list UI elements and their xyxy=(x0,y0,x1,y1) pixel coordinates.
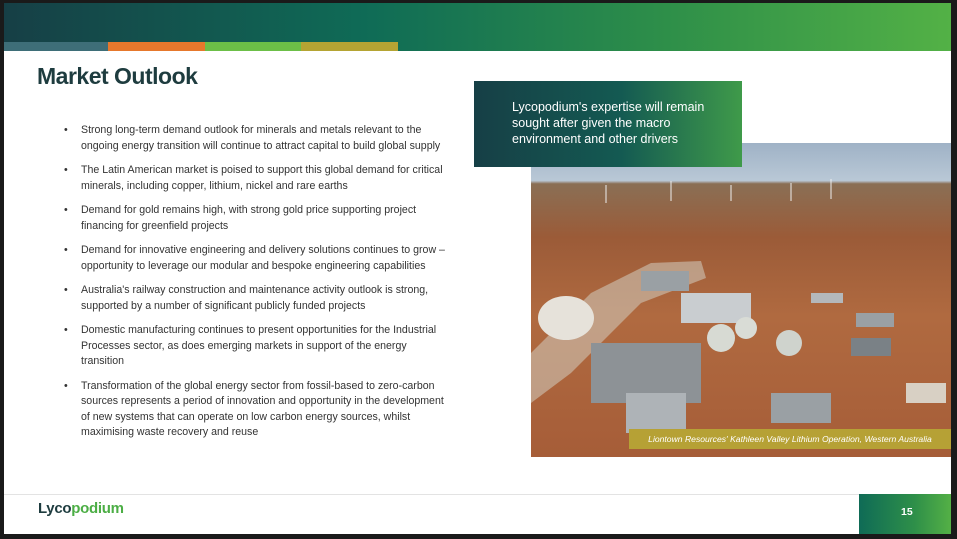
slide xyxy=(4,3,951,534)
mine-site-photo xyxy=(531,143,951,457)
stripe-1 xyxy=(4,42,108,51)
bullet-item: • The Latin American market is poised to support this global demand for critical minerals, including copper, lithium, nickel and rare earths xyxy=(64,163,449,194)
bullet-item: • Strong long-term demand outlook for minerals and metals relevant to the ongoing energy transition will continue to attract capital to build global supply xyxy=(64,123,449,154)
bullet-item: • Domestic manufacturing continues to present opportunities for the Industrial Processes sector, as does emerging markets in support of the energy transition xyxy=(64,323,449,370)
bullet-item: • Demand for gold remains high, with strong gold price supporting project financing for greenfield projects xyxy=(64,203,449,234)
page-number-badge xyxy=(859,494,951,534)
lycopodium-logo xyxy=(38,500,124,517)
stripe-2 xyxy=(108,42,205,51)
page-title: Market Outlook xyxy=(37,63,198,89)
callout-text: Lycopodium's expertise will remain sought after given the macro environment and other drivers xyxy=(512,100,705,146)
photo-caption: Liontown Resources' Kathleen Valley Lithium Operation, Western Australia xyxy=(629,429,951,449)
logo-part-2: podium xyxy=(71,500,124,517)
logo-part-1: Lyco xyxy=(38,500,72,517)
footer-divider xyxy=(4,494,951,495)
bullet-item: • Australia's railway construction and maintenance activity outlook is strong, supported by a number of significant publicly funded projects xyxy=(64,283,449,314)
accent-stripes xyxy=(4,42,398,51)
bullet-item: • Transformation of the global energy sector from fossil-based to zero-carbon sources represents a period of innovation and opportunity in the development of new systems that can operate on low carbon energy sources, whilst maximising waste recovery and reuse xyxy=(64,379,449,441)
bullet-list xyxy=(64,123,449,450)
page-number: 15 xyxy=(901,506,913,518)
bullet-item: • Demand for innovative engineering and delivery solutions continues to grow – opportunity to leverage our modular and bespoke engineering capabilities xyxy=(64,243,449,274)
stripe-4 xyxy=(301,42,398,51)
stripe-3 xyxy=(205,42,301,51)
aerial-photo-illustration xyxy=(531,143,951,457)
callout-box xyxy=(474,81,742,167)
